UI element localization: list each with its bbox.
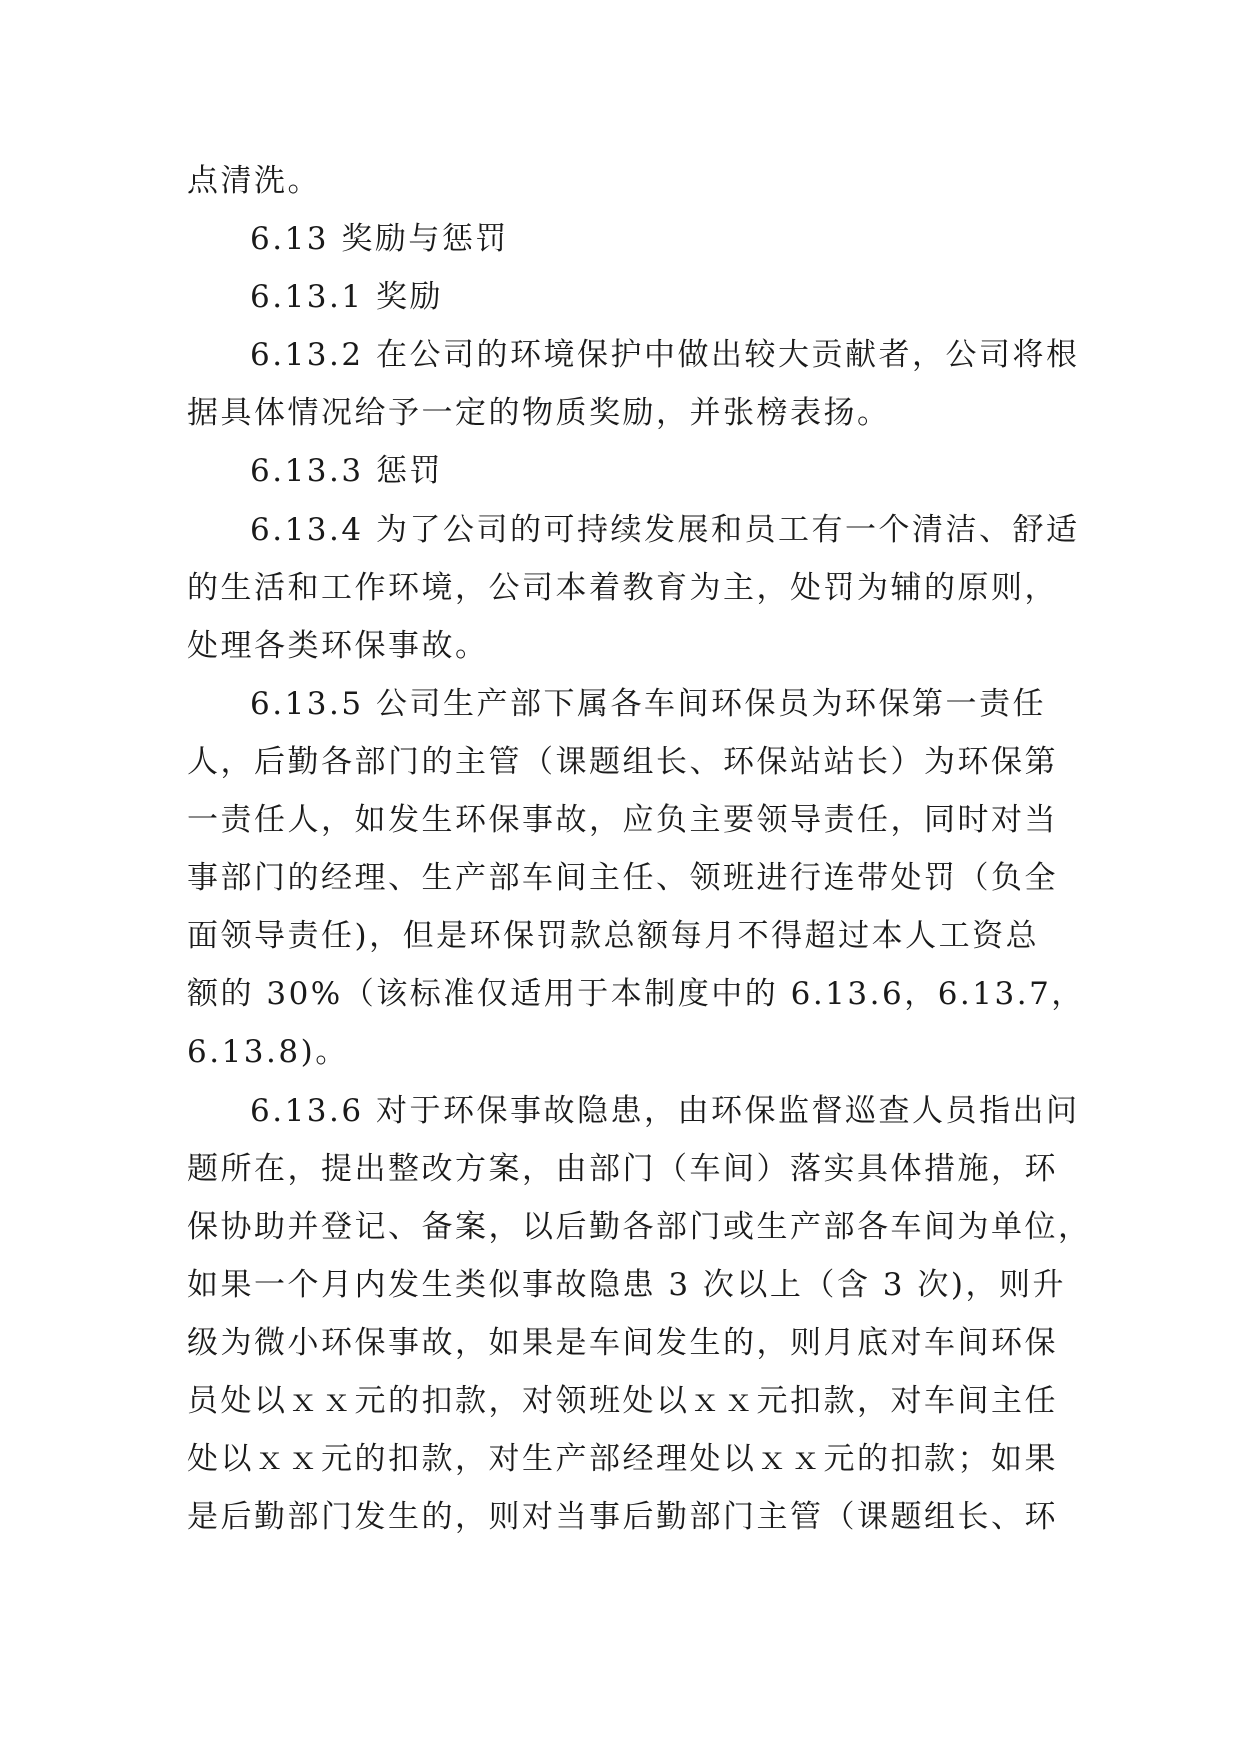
paragraph-line: 处理各类环保事故。: [187, 627, 489, 664]
paragraph-line: 6.13.5 公司生产部下属各车间环保员为环保第一责任: [250, 685, 1046, 722]
paragraph-line: 人，后勤各部门的主管（课题组长、环保站站长）为环保第: [187, 743, 1058, 780]
paragraph-line: 员处以ｘｘ元的扣款，对领班处以ｘｘ元扣款，对车间主任: [187, 1382, 1058, 1419]
paragraph-line: 6.13.4 为了公司的可持续发展和员工有一个清洁、舒适: [250, 511, 1080, 548]
paragraph-line: 面领导责任)，但是环保罚款总额每月不得超过本人工资总: [187, 918, 1040, 955]
paragraph-line: 如果一个月内发生类似事故隐患 3 次以上（含 3 次)，则升: [187, 1266, 1066, 1303]
paragraph-line: 处以ｘｘ元的扣款，对生产部经理处以ｘｘ元的扣款；如果: [187, 1441, 1058, 1478]
paragraph-line: 的生活和工作环境，公司本着教育为主，处罚为辅的原则，: [187, 569, 1058, 606]
paragraph-line: 6.13.6 对于环保事故隐患，由环保监督巡查人员指出问: [250, 1092, 1080, 1129]
paragraph-line: 级为微小环保事故，如果是车间发生的，则月底对车间环保: [187, 1324, 1058, 1361]
paragraph-line: 据具体情况给予一定的物质奖励，并张榜表扬。: [187, 395, 891, 432]
paragraph-line: 6.13.8)。: [187, 1034, 349, 1071]
paragraph-line: 题所在，提出整改方案，由部门（车间）落实具体措施，环: [187, 1150, 1058, 1187]
text-line: 点清洗。: [187, 163, 321, 199]
paragraph-line: 6.13.2 在公司的环境保护中做出较大贡献者，公司将根: [250, 337, 1080, 374]
section-heading: 6.13 奖励与惩罚: [250, 221, 509, 258]
subsection-heading: 6.13.3 惩罚: [250, 453, 443, 490]
document-body: [187, 152, 1092, 1546]
paragraph-line: 一责任人，如发生环保事故，应负主要领导责任，同时对当: [187, 802, 1058, 839]
paragraph-line: 事部门的经理、生产部车间主任、领班进行连带处罚（负全: [187, 860, 1058, 897]
paragraph-line: 额的 30%（该标准仅适用于本制度中的 6.13.6，6.13.7，: [187, 976, 1085, 1013]
subsection-heading: 6.13.1 奖励: [250, 279, 443, 316]
paragraph-line: 是后勤部门发生的，则对当事后勤部门主管（课题组长、环: [187, 1499, 1058, 1536]
paragraph-line: 保协助并登记、备案，以后勤各部门或生产部各车间为单位，: [187, 1208, 1092, 1245]
